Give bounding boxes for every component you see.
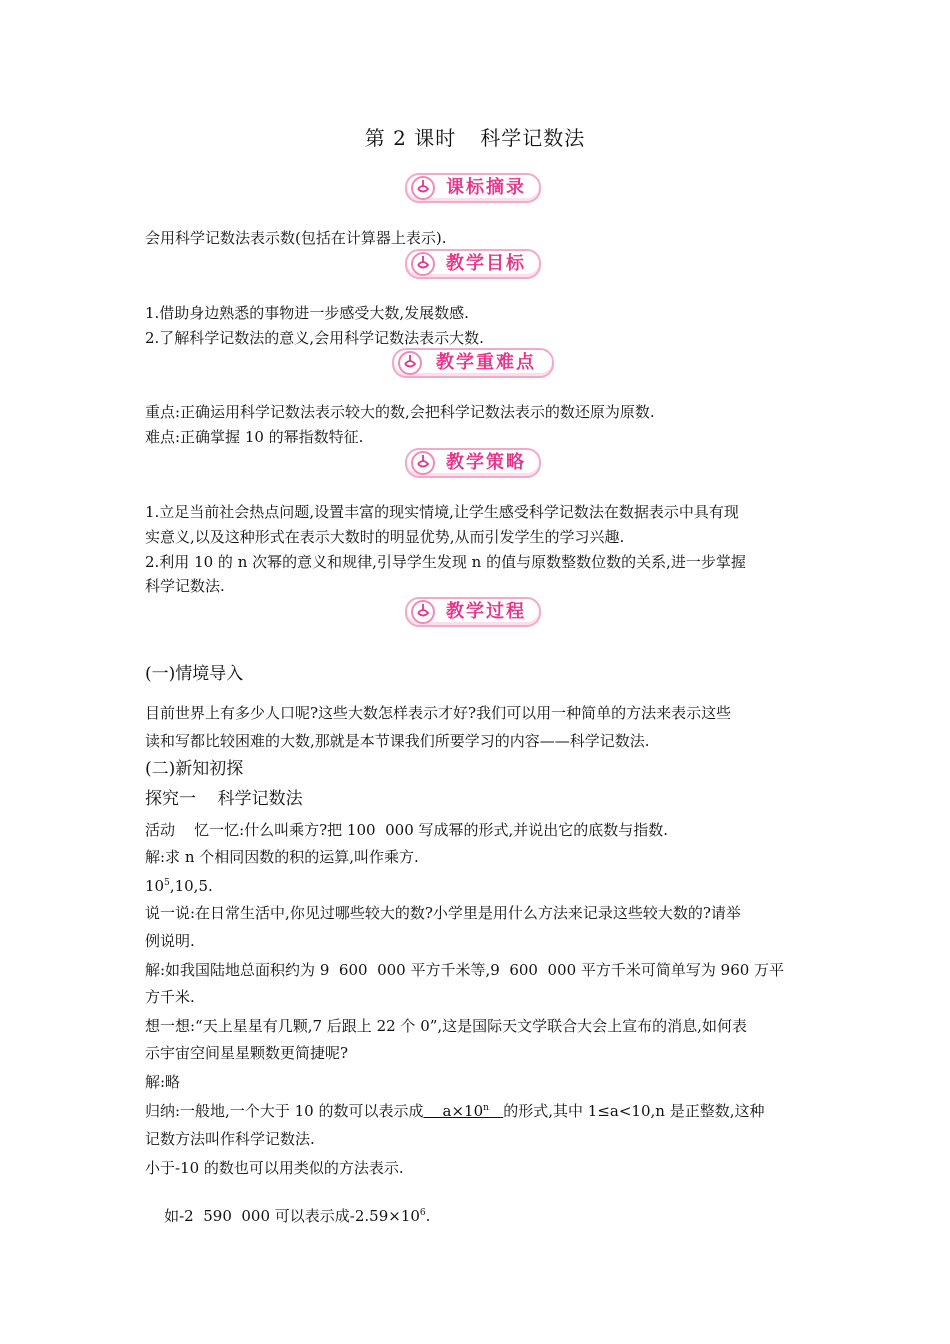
badge-label: 教学重难点 bbox=[436, 352, 536, 373]
intro-line: 读和写都比较困难的大数,那就是本节课我们所要学习的内容——科学记数法. bbox=[145, 732, 650, 750]
summary-blank bbox=[423, 1102, 503, 1120]
example-exponent: 6 bbox=[419, 1208, 426, 1218]
title-main: 第 2 课时 bbox=[364, 126, 457, 150]
say-line: 说一说:在日常生活中,你见过哪些较大的数?小学里是用什么方法来记录这些较大数的?请举 bbox=[145, 904, 741, 922]
summary-line bbox=[145, 1101, 764, 1121]
section-badge-keypoints bbox=[392, 348, 554, 378]
swirl-icon bbox=[409, 250, 437, 278]
title-sub: 科学记数法 bbox=[480, 126, 586, 150]
blank-base: a×10 bbox=[442, 1102, 484, 1120]
goal-item: 2.了解科学记数法的意义,会用科学记数法表示大数. bbox=[145, 329, 484, 347]
example-line bbox=[145, 1186, 430, 1246]
summary-pre: 归纳:一般地,一个大于 10 的数可以表示成 bbox=[145, 1102, 424, 1120]
negative-note: 小于-10 的数也可以用类似的方法表示. bbox=[145, 1159, 404, 1177]
goal-item: 1.借助身边熟悉的事物进一步感受大数,发展数感. bbox=[145, 304, 469, 322]
badge-label: 教学过程 bbox=[446, 601, 526, 622]
keypoint-item: 重点:正确运用科学记数法表示较大的数,会把科学记数法表示的数还原为原数. bbox=[145, 403, 655, 421]
section-badge-strategy bbox=[405, 448, 541, 478]
think-line: 想一想:“天上星星有几颗,7 后跟上 22 个 0”,这是国际天文学联合大会上宣布的消息,如何表 bbox=[145, 1017, 747, 1035]
example-post: . bbox=[425, 1207, 431, 1225]
power-base: 10 bbox=[145, 877, 165, 895]
section-badge-goals bbox=[405, 249, 541, 279]
activity-text: 活动 忆一忆:什么叫乘方?把 100 000 写成幂的形式,并说出它的底数与指数. bbox=[145, 821, 669, 839]
blank-exponent: n bbox=[483, 1103, 489, 1113]
swirl-icon bbox=[409, 598, 437, 626]
think-line: 示宇宙空间星星颗数更简捷呢? bbox=[145, 1044, 349, 1062]
section-badge-standards bbox=[405, 173, 541, 203]
intro-line: 目前世界上有多少人口呢?这些大数怎样表示才好?我们可以用一种简单的方法来表示这些 bbox=[145, 704, 732, 722]
strategy-line: 科学记数法. bbox=[145, 577, 225, 595]
badge-label: 课标摘录 bbox=[446, 177, 526, 198]
answer-text: 解:略 bbox=[145, 1073, 181, 1091]
page-title bbox=[0, 122, 950, 151]
swirl-icon bbox=[409, 174, 437, 202]
answer-text: 解:求 n 个相同因数的积的运算,叫作乘方. bbox=[145, 848, 419, 866]
answer-line: 方千米. bbox=[145, 988, 195, 1006]
section-heading-intro: (一)情境导入 bbox=[145, 664, 244, 684]
swirl-icon bbox=[409, 449, 437, 477]
power-rest: ,10,5. bbox=[169, 877, 213, 895]
badge-label: 教学目标 bbox=[446, 253, 526, 274]
badge-label: 教学策略 bbox=[446, 452, 526, 473]
power-exponent: 5 bbox=[164, 878, 170, 888]
keypoint-item: 难点:正确掌握 10 的幂指数特征. bbox=[145, 428, 364, 446]
power-answer bbox=[145, 876, 213, 896]
explore-heading: 探究一 科学记数法 bbox=[145, 789, 303, 809]
strategy-line: 1.立足当前社会热点问题,设置丰富的现实情境,让学生感受科学记数法在数据表示中具有现 bbox=[145, 503, 739, 521]
strategy-line: 2.利用 10 的 n 次幂的意义和规律,引导学生发现 n 的值与原数整数位数的关系,进一步掌握 bbox=[145, 553, 746, 571]
strategy-line: 实意义,以及这种形式在表示大数时的明显优势,从而引发学生的学习兴趣. bbox=[145, 528, 625, 546]
summary-post: 的形式,其中 1≤a<10,n 是正整数,这种 bbox=[503, 1102, 765, 1120]
swirl-icon bbox=[396, 349, 424, 377]
standards-text: 会用科学记数法表示数(包括在计算器上表示). bbox=[145, 229, 447, 247]
answer-line: 解:如我国陆地总面积约为 9 600 000 平方千米等,9 600 000 平方千米可简单写为 960 万平 bbox=[145, 961, 785, 979]
example-pre: 如-2 590 000 可以表示成-2.59×10 bbox=[164, 1207, 420, 1225]
section-badge-process bbox=[405, 597, 541, 627]
say-line: 例说明. bbox=[145, 932, 195, 950]
section-heading-new: (二)新知初探 bbox=[145, 759, 244, 779]
summary-line: 记数方法叫作科学记数法. bbox=[145, 1130, 315, 1148]
